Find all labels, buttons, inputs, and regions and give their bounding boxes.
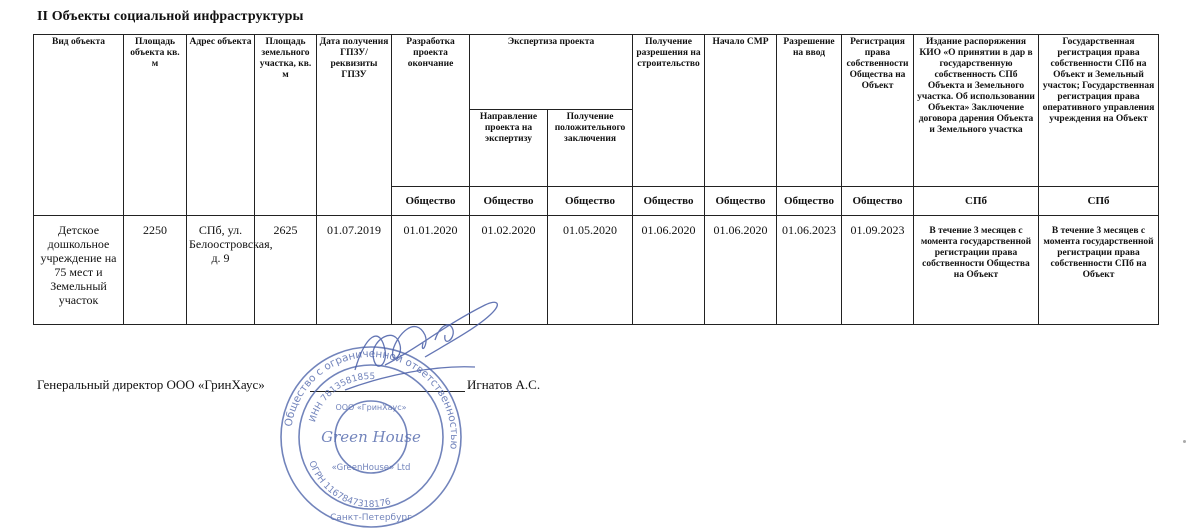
cell-commission-permit: 01.06.2023 bbox=[777, 216, 842, 325]
cell-building-permit: 01.06.2020 bbox=[633, 216, 705, 325]
header-land-area: Площадь земельного участка, кв. м bbox=[255, 35, 317, 216]
seal-company-en: «GreenHouse» Ltd bbox=[331, 463, 411, 473]
seal-company-ru: ООО «ГринХаус» bbox=[335, 403, 407, 412]
header-gpzu-date: Дата получения ГПЗУ/ реквизиты ГПЗУ bbox=[317, 35, 392, 216]
responsible-kio-order: СПб bbox=[914, 187, 1039, 216]
responsible-building-permit: Общество bbox=[633, 187, 705, 216]
seal-city: Санкт-Петербург bbox=[330, 513, 412, 523]
cell-project-end: 01.01.2020 bbox=[392, 216, 470, 325]
header-object-address: Адрес объекта bbox=[187, 35, 255, 216]
cell-object-address: СПб, ул. Белоостровская, д. 9 bbox=[187, 216, 255, 325]
handwritten-signature bbox=[325, 295, 515, 415]
header-building-permit: Получение разрешения на строительство bbox=[633, 35, 705, 187]
cell-expertise-receive: 01.05.2020 bbox=[548, 216, 633, 325]
header-ownership-registration: Регистрация права собственности Общества на Объект bbox=[842, 35, 914, 187]
signatory-name: Игнатов А.С. bbox=[467, 377, 541, 392]
cell-kio-order: В течение 3 месяцев с момента государственной регистрации права собственности Общества на Объект bbox=[914, 216, 1039, 325]
header-commission-permit: Разрешение на ввод bbox=[777, 35, 842, 187]
header-object-type: Вид объекта bbox=[34, 35, 124, 216]
cell-object-area: 2250 bbox=[124, 216, 187, 325]
header-object-area: Площадь объекта кв. м bbox=[124, 35, 187, 216]
header-kio-order: Издание распоряжения КИО «О принятии в дар в государственную собственность СПб Объекта и Земельного участка. Об использовании Объекта» Заключение договора дарения Объекта и Земельного участка bbox=[914, 35, 1039, 187]
cell-gpzu-date: 01.07.2019 bbox=[317, 216, 392, 325]
cell-object-type: Детское дошкольное учреждение на 75 мест и Земельный участок bbox=[34, 216, 124, 325]
responsible-project-end: Общество bbox=[392, 187, 470, 216]
seal-inn: ИНН 7813581855 bbox=[308, 371, 376, 424]
scan-speck bbox=[1183, 440, 1186, 443]
responsible-commission-permit: Общество bbox=[777, 187, 842, 216]
responsible-state-registration: СПб bbox=[1039, 187, 1159, 216]
responsible-expertise-send: Общество bbox=[470, 187, 548, 216]
seal-outer-ring-text: Общество с ограниченной ответственностью bbox=[282, 347, 461, 450]
header-project-end: Разработка проекта окончание bbox=[392, 35, 470, 187]
cell-land-area: 2625 bbox=[255, 216, 317, 325]
header-expertise-receive: Получение положительного заключения bbox=[548, 110, 633, 187]
responsible-ownership-registration: Общество bbox=[842, 187, 914, 216]
seal-ogrn: ОГРН 1167847318176 bbox=[306, 459, 393, 511]
seal-logo: Green House bbox=[321, 428, 421, 446]
responsible-smr-start: Общество bbox=[705, 187, 777, 216]
signatory-position: Генеральный директор ООО «ГринХаус» bbox=[37, 377, 265, 392]
responsible-expertise-receive: Общество bbox=[548, 187, 633, 216]
table-row bbox=[34, 216, 1159, 325]
header-smr-start: Начало СМР bbox=[705, 35, 777, 187]
cell-ownership-registration: 01.09.2023 bbox=[842, 216, 914, 325]
header-expertise: Экспертиза проекта bbox=[470, 35, 633, 110]
cell-state-registration: В течение 3 месяцев с момента государственной регистрации права собственности СПб на Объект bbox=[1039, 216, 1159, 325]
header-expertise-send: Направление проекта на экспертизу bbox=[470, 110, 548, 187]
section-title: II Объекты социальной инфраструктуры bbox=[37, 9, 304, 24]
infrastructure-table bbox=[33, 34, 1159, 325]
cell-smr-start: 01.06.2020 bbox=[705, 216, 777, 325]
header-state-registration: Государственная регистрация права собственности СПб на Объект и Земельный участок; Государственная регистрация права оперативного управления учреждения на Объект bbox=[1039, 35, 1159, 187]
cell-expertise-send: 01.02.2020 bbox=[470, 216, 548, 325]
